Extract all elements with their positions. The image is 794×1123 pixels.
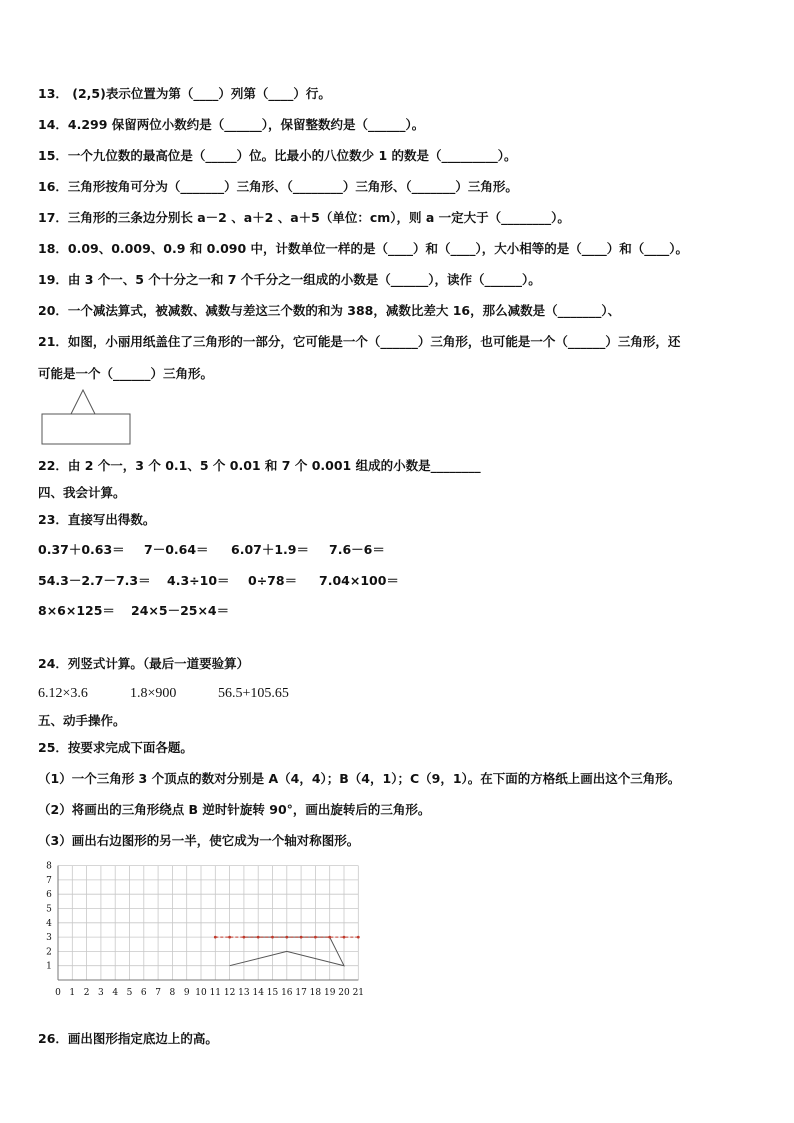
triangle-tip: [71, 390, 95, 414]
symmetry-axis-dot: [257, 936, 260, 939]
covered-triangle-figure: [41, 388, 133, 446]
q25: 25．按要求完成下面各题。: [38, 740, 193, 755]
x-tick-label: 18: [309, 988, 322, 998]
symmetry-axis-dot: [314, 936, 317, 939]
symmetry-axis-dot: [214, 936, 217, 939]
x-tick-label: 20: [338, 988, 350, 998]
y-tick-label: 1: [46, 961, 52, 972]
q13: 13． (2,5)表示位置为第（____）列第（____）行。: [38, 86, 331, 101]
y-tick-label: 2: [46, 947, 52, 958]
q19: 19．由 3 个一、5 个十分之一和 7 个千分之一组成的小数是（______），读作（______）。: [38, 272, 541, 287]
q24: 24．列竖式计算。（最后一道要验算）: [38, 656, 250, 671]
vertical-calc-item: 56.5+105.65: [218, 686, 289, 701]
x-tick-label: 12: [223, 988, 236, 998]
symmetry-axis-dot: [357, 936, 360, 939]
q16: 16．三角形按角可分为（_______）三角形、（________）三角形、（_______）三角形。: [38, 179, 518, 194]
x-tick-label: 21: [352, 988, 365, 998]
q25-part1: （1）一个三角形 3 个顶点的数对分别是 A（4，4）；B（4，1）；C（9，1）。在下面的方格纸上画出这个三角形。: [38, 771, 681, 786]
q22: 22．由 2 个一，3 个 0.1、5 个 0.01 和 7 个 0.001 组成的小数是________: [38, 458, 481, 473]
q15: 15．一个九位数的最高位是（_____）位。比最小的八位数少 1 的数是（_________）。: [38, 148, 517, 163]
x-tick-label: 10: [195, 988, 207, 998]
y-tick-label: 7: [46, 875, 52, 886]
calc-item: 54.3－2.7－7.3＝: [38, 573, 151, 588]
x-tick-label: 19: [323, 988, 336, 998]
coordinate-grid: [40, 861, 370, 1006]
x-tick-label: 3: [98, 988, 104, 998]
y-tick-label: 5: [46, 904, 52, 915]
y-tick-label: 6: [46, 890, 52, 901]
calc-item: 4.3÷10＝: [167, 573, 230, 588]
calc-row-1: [38, 542, 385, 558]
section-4-heading: 四、我会计算。: [38, 485, 126, 500]
q26: 26．画出图形指定底边上的高。: [38, 1031, 218, 1046]
calc-item: 0÷78＝: [248, 573, 298, 588]
calc-item: 24×5－25×4＝: [131, 603, 230, 618]
q20: 20．一个减法算式，被减数、减数与差这三个数的和为 388，减数比差大 16，那么减数是（_______）、: [38, 303, 621, 318]
q23: 23．直接写出得数。: [38, 512, 156, 527]
x-tick-label: 7: [155, 988, 161, 998]
x-tick-label: 0: [55, 988, 61, 998]
calc-item: 7.04×100＝: [319, 573, 399, 588]
x-tick-label: 11: [209, 988, 222, 998]
x-tick-label: 8: [169, 988, 176, 998]
symmetry-axis-dot: [300, 936, 303, 939]
symmetry-axis-dot: [328, 936, 331, 939]
y-tick-label: 3: [46, 933, 52, 944]
x-tick-label: 17: [295, 988, 307, 998]
calc-item: 8×6×125＝: [38, 603, 115, 618]
calc-item: 7.6－6＝: [329, 542, 385, 557]
y-tick-label: 8: [46, 861, 52, 872]
q17: 17．三角形的三条边分别长 a－2 、a＋2 、a＋5（单位：cm），则 a 一定大于（________）。: [38, 210, 570, 225]
calc-row-2: [38, 573, 399, 589]
x-tick-label: 5: [126, 988, 133, 998]
q21-line2: 可能是一个（______）三角形。: [38, 366, 214, 381]
calc-row-3: [38, 603, 229, 619]
q25-part2: （2）将画出的三角形绕点 B 逆时针旋转 90°，画出旋转后的三角形。: [38, 802, 431, 817]
x-tick-label: 2: [83, 988, 90, 998]
q18: 18．0.09、0.009、0.9 和 0.090 中，计数单位一样的是（____）和（____），大小相等的是（____）和（____）。: [38, 241, 689, 256]
vertical-calc-item: 6.12×3.6: [38, 686, 88, 701]
section-5-heading: 五、动手操作。: [38, 713, 126, 728]
vertical-calc-item: 1.8×900: [130, 686, 177, 701]
vertical-calc-row: [38, 686, 289, 702]
x-tick-label: 9: [183, 988, 190, 998]
y-tick-label: 4: [46, 918, 52, 929]
calc-item: 0.37＋0.63＝: [38, 542, 125, 557]
symmetry-axis-dot: [343, 936, 346, 939]
q21-line1: 21．如图，小丽用纸盖住了三角形的一部分，它可能是一个（______）三角形，也可能是一个（______）三角形，还: [38, 334, 681, 349]
calc-item: 6.07＋1.9＝: [231, 542, 309, 557]
symmetry-axis-dot: [271, 936, 274, 939]
x-tick-label: 15: [266, 988, 279, 998]
x-tick-label: 4: [112, 988, 119, 998]
paper-cover: [42, 414, 130, 444]
symmetry-axis-dot: [285, 936, 288, 939]
x-tick-label: 1: [69, 988, 76, 998]
symmetry-axis-dot: [228, 936, 231, 939]
q14: 14．4.299 保留两位小数约是（______），保留整数约是（______）。: [38, 117, 425, 132]
symmetry-axis-dot: [243, 936, 246, 939]
x-tick-label: 16: [281, 988, 293, 998]
x-tick-label: 13: [238, 988, 250, 998]
x-tick-label: 14: [252, 988, 264, 998]
calc-item: 7－0.64＝: [144, 542, 209, 557]
q25-part3: （3）画出右边图形的另一半，使它成为一个轴对称图形。: [38, 833, 360, 848]
x-tick-label: 6: [140, 988, 147, 998]
